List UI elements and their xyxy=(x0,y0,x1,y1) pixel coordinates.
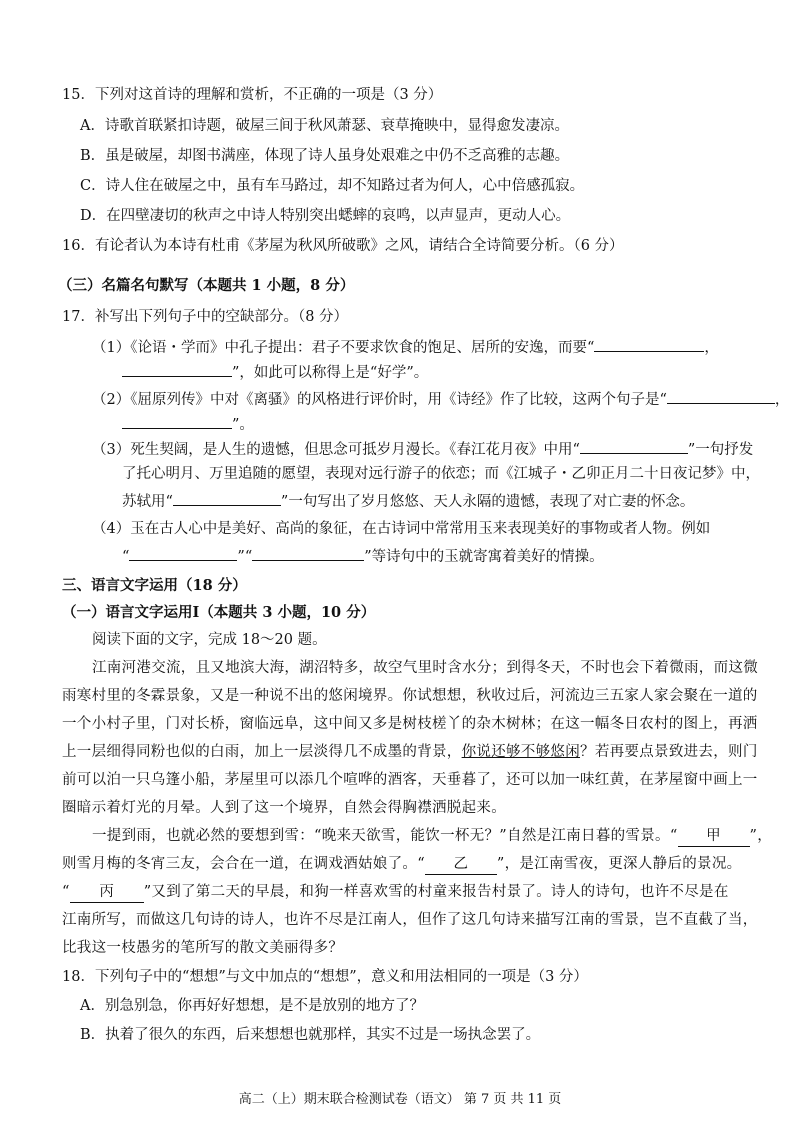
passage-p1-line5: 前可以泊一只乌篷小船，茅屋里可以添几个喧哗的酒客，天垂暮了，还可以加一味红黄，在茅屋窗中画上一 xyxy=(62,772,758,788)
answer-blank[interactable] xyxy=(667,389,775,404)
part-3-heading: 三、语言文字运用（18 分） xyxy=(62,577,247,594)
q17-item3-tail: ”一句写出了岁月悠悠、天人永隔的遗憾，表现了对亡妻的怀念。 xyxy=(280,494,695,510)
q17-item2-line1 xyxy=(92,389,789,410)
answer-blank[interactable] xyxy=(122,414,232,429)
subsection-1-heading: （一）语言文字运用Ⅰ（本题共 3 小题，10 分） xyxy=(62,604,376,621)
q17-item3-line3 xyxy=(122,491,694,512)
q17-item2-text: （2）《屈原列传》中对《离骚》的风格进行评价时，用《诗经》作了比较，这两个句子是“ xyxy=(92,392,667,408)
passage-p2-line2 xyxy=(62,854,741,875)
q18-option-a: A．别急别急，你再好好想想，是不是放别的地方了？ xyxy=(80,998,424,1014)
q16-stem: 16．有论者认为本诗有杜甫《茅屋为秋风所破歌》之风，请结合全诗简要分析。（6 分） xyxy=(62,238,624,254)
q15-option-d: D．在四壁凄切的秋声之中诗人特别突出蟋蟀的哀鸣，以声显声，更动人心。 xyxy=(80,208,571,224)
answer-blank[interactable] xyxy=(580,439,688,454)
passage-text: 一提到雨，也就必然的要想到雪：“晚来天欲雪，能饮一杯无？”自然是江南日暮的雪景。“ xyxy=(92,828,678,844)
q17-item1-line2 xyxy=(122,362,428,383)
answer-blank[interactable] xyxy=(129,546,237,561)
q17-stem: 17．补写出下列句子中的空缺部分。（8 分） xyxy=(62,309,349,325)
q17-item4-line2 xyxy=(122,546,604,567)
q17-item4-line1: （4）玉在古人心中是美好、高尚的象征，在古诗词中常常用玉来表现美好的事物或者人物。例如 xyxy=(92,521,711,537)
q17-item4-tail: ”等诗句中的玉就寄寓着美好的情操。 xyxy=(364,549,604,565)
q17-item3-text: （3）死生契阔，是人生的遗憾，但思念可抵岁月漫长。《春江花月夜》中用“ xyxy=(92,442,580,458)
q17-item2-line2 xyxy=(122,414,254,435)
q15-option-b: B．虽是破屋，却图书满座，体现了诗人虽身处艰难之中仍不乏高雅的志趣。 xyxy=(80,148,570,164)
q17-item1-comma: ， xyxy=(704,340,719,356)
passage-p1-line6: 圈暗示着灯光的月晕。人到了这一个境界，自然会得胸襟洒脱起来。 xyxy=(62,800,506,816)
q17-item3-line2: 了托心明月、万里追随的愿望，表现对远行游子的依恋；而《江城子・乙卯正月二十日夜记梦》中， xyxy=(122,466,760,482)
reading-intro: 阅读下面的文字，完成 18～20 题。 xyxy=(92,632,327,648)
passage-text: 上一层细得同粉也似的白雨，加上一层淡得几不成墨的背景， xyxy=(62,744,462,760)
passage-text: ”又到了第二天的早晨，和狗一样喜欢雪的村童来报告村景了。诗人的诗句，也许不尽是在 xyxy=(143,884,729,900)
q18-stem: 18．下列句子中的“想想”与文中加点的“想想”，意义和用法相同的一项是（3 分） xyxy=(62,969,588,985)
passage-p1-line1: 江南河港交流，且又地滨大海，湖沼特多，故空气里时含水分；到得冬天，不时也会下着微雨，而这微 xyxy=(92,660,758,676)
passage-text: ”，是江南雪夜，更深人静后的景况。 xyxy=(496,856,742,872)
passage-p1-line4 xyxy=(62,742,758,762)
passage-text: 则雪月梅的冬宵三友，会合在一道，在调戏酒姑娘了。“ xyxy=(62,856,425,872)
passage-text: “ xyxy=(62,884,70,900)
q15-stem: 15．下列对这首诗的理解和赏析，不正确的一项是（3 分） xyxy=(62,87,443,103)
underlined-phrase: 你说还够不够悠闲 xyxy=(461,744,581,760)
passage-text: ”， xyxy=(749,828,773,844)
q17-item2-comma: ， xyxy=(774,392,790,408)
passage-p2-line3 xyxy=(62,882,729,903)
q18-option-b: B．执着了很久的东西，后来想想也就那样，其实不过是一场执念罢了。 xyxy=(80,1027,541,1043)
q17-item3-mid: ”一句抒发 xyxy=(687,442,754,458)
q17-item2-tail: ”。 xyxy=(232,417,254,433)
answer-blank[interactable] xyxy=(122,362,232,377)
passage-p2-line1 xyxy=(92,826,772,847)
q17-item3-line1 xyxy=(92,439,753,460)
q17-item4-mid: ”“ xyxy=(237,549,253,565)
q15-option-a: A．诗歌首联紧扣诗题，破屋三间于秋风萧瑟、衰草掩映中，显得愈发凄凉。 xyxy=(80,118,569,134)
blank-bing[interactable]: 丙 xyxy=(70,882,144,903)
answer-blank[interactable] xyxy=(173,491,281,506)
answer-blank[interactable] xyxy=(594,337,704,352)
answer-blank[interactable] xyxy=(252,546,364,561)
q17-item4-open: “ xyxy=(122,549,130,565)
q15-option-c: C．诗人住在破屋之中，虽有车马路过，却不知路过者为何人，心中倍感孤寂。 xyxy=(80,178,585,194)
page-footer: 高二（上）期末联合检测试卷（语文） 第 7 页 共 11 页 xyxy=(238,1092,562,1107)
passage-p2-line4: 江南所写，而做这几句诗的诗人，也许不尽是江南人，但作了这几句诗来描写江南的雪景，岂不直截了当， xyxy=(62,912,758,928)
section-3-heading: （三）名篇名句默写（本题共 1 小题，8 分） xyxy=(58,277,355,294)
passage-p1-line3: 一个小村子里，门对长桥，窗临远阜，这中间又多是树枝槎丫的杂木树林；在这一幅冬日农村的图上，再洒 xyxy=(62,716,758,732)
q17-item1-tail: ”，如此可以称得上是“好学”。 xyxy=(232,365,429,381)
q17-item3-su: 苏轼用“ xyxy=(122,494,173,510)
q17-item1-text: （1）《论语・学而》中孔子提出：君子不要求饮食的饱足、居所的安逸，而要“ xyxy=(92,340,595,356)
passage-p1-line2: 雨寒村里的冬霖景象，又是一种说不出的悠闲境界。你试想想，秋收过后，河流边三五家人家会聚在一道的 xyxy=(62,688,758,704)
passage-text: ？若再要点景致进去，则门 xyxy=(580,744,758,760)
blank-jia[interactable]: 甲 xyxy=(678,826,750,847)
passage-p2-line5: 比我这一枝愚劣的笔所写的散文美丽得多？ xyxy=(62,940,344,956)
q17-item1-line1 xyxy=(92,337,719,358)
blank-yi[interactable]: 乙 xyxy=(425,854,497,875)
